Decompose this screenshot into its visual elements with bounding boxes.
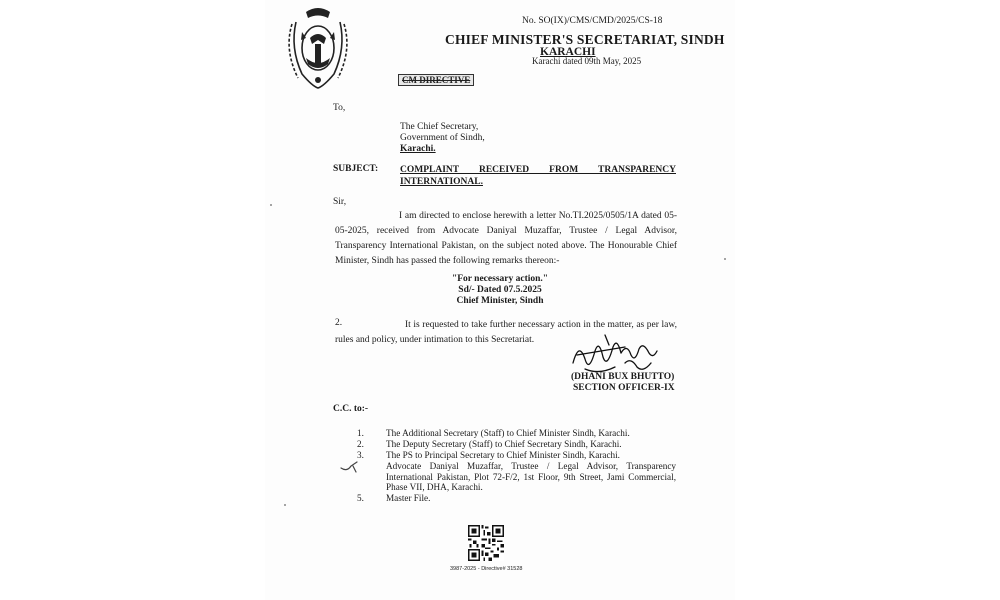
- qr-code-icon: [468, 525, 504, 561]
- remarks-authority: Chief Minister, Sindh: [456, 296, 544, 306]
- body-paragraph-1: I am directed to enclose herewith a letter No.TI.2025/0505/1A dated 05-05-2025, received from Advocate Daniyal Muzaffar, Trustee / Legal Advisor, Transparency International Pakistan, on the subject noted above. The Honourable Chief Minister, Sindh has passed the following remarks thereon:-: [335, 211, 677, 266]
- recipient-line: The Chief Secretary,: [400, 122, 479, 132]
- cc-item-text: The PS to Principal Secretary to Chief Minister Sindh, Karachi.: [386, 450, 620, 460]
- remarks-signed: Sd/- Dated 07.5.2025: [458, 285, 542, 295]
- signatory-name: (DHANI BUX BHUTTO): [571, 372, 675, 382]
- cc-item-number: 3.: [357, 450, 364, 460]
- scan-speck: [270, 204, 272, 206]
- remarks-quote: "For necessary action.": [451, 274, 549, 284]
- cc-item-text: The Deputy Secretary (Staff) to Chief Secretary Sindh, Karachi.: [386, 439, 622, 449]
- cc-item-number: 2.: [357, 439, 364, 449]
- paragraph-2-number: 2.: [335, 318, 343, 328]
- salutation: Sir,: [333, 197, 347, 207]
- cc-item-text: The Additional Secretary (Staff) to Chief Minister Sindh, Karachi.: [386, 428, 630, 438]
- to-label: To,: [333, 103, 346, 113]
- organization-city: KARACHI: [540, 46, 596, 58]
- cc-item-number: 5.: [357, 493, 364, 503]
- scan-speck: [284, 504, 286, 506]
- cc-item-number: 1.: [357, 428, 364, 438]
- sindh-emblem-icon: [282, 4, 354, 92]
- handwritten-tick-icon: [339, 460, 361, 474]
- scan-speck: [724, 258, 726, 260]
- cc-item-text: Master File.: [386, 493, 431, 503]
- organization-title: CHIEF MINISTER'S SECRETARIAT, SINDH: [445, 32, 725, 47]
- subject-text: COMPLAINT RECEIVED FROM TRANSPARENCY INTERNATIONAL.: [400, 165, 676, 187]
- reference-number: No. SO(IX)/CMS/CMD/2025/CS-18: [522, 16, 663, 26]
- subject-label: SUBJECT:: [333, 164, 379, 174]
- recipient-line: Karachi.: [400, 144, 436, 154]
- directive-code: 3987-2025 - Directive# 31528: [450, 566, 523, 572]
- body-paragraph-2: It is requested to take further necessary action in the matter, as per law, rules and policy, under intimation to this Secretariat.: [335, 320, 677, 345]
- cc-label: C.C. to:-: [333, 404, 369, 414]
- letter-date: Karachi dated 09th May, 2025: [532, 56, 642, 66]
- recipient-line: Government of Sindh,: [400, 133, 485, 143]
- cm-directive-stamp: CM DIRECTIVE: [398, 74, 474, 86]
- signatory-designation: SECTION OFFICER-IX: [573, 383, 675, 393]
- cm-remarks: [440, 274, 560, 307]
- cc-item-text: Advocate Daniyal Muzaffar, Trustee / Legal Advisor, Transparency International Pakistan, Plot 72-F/2, 1st Floor, 9th Street, Jami Commercial, Phase VII, DHA, Karachi.: [386, 461, 676, 492]
